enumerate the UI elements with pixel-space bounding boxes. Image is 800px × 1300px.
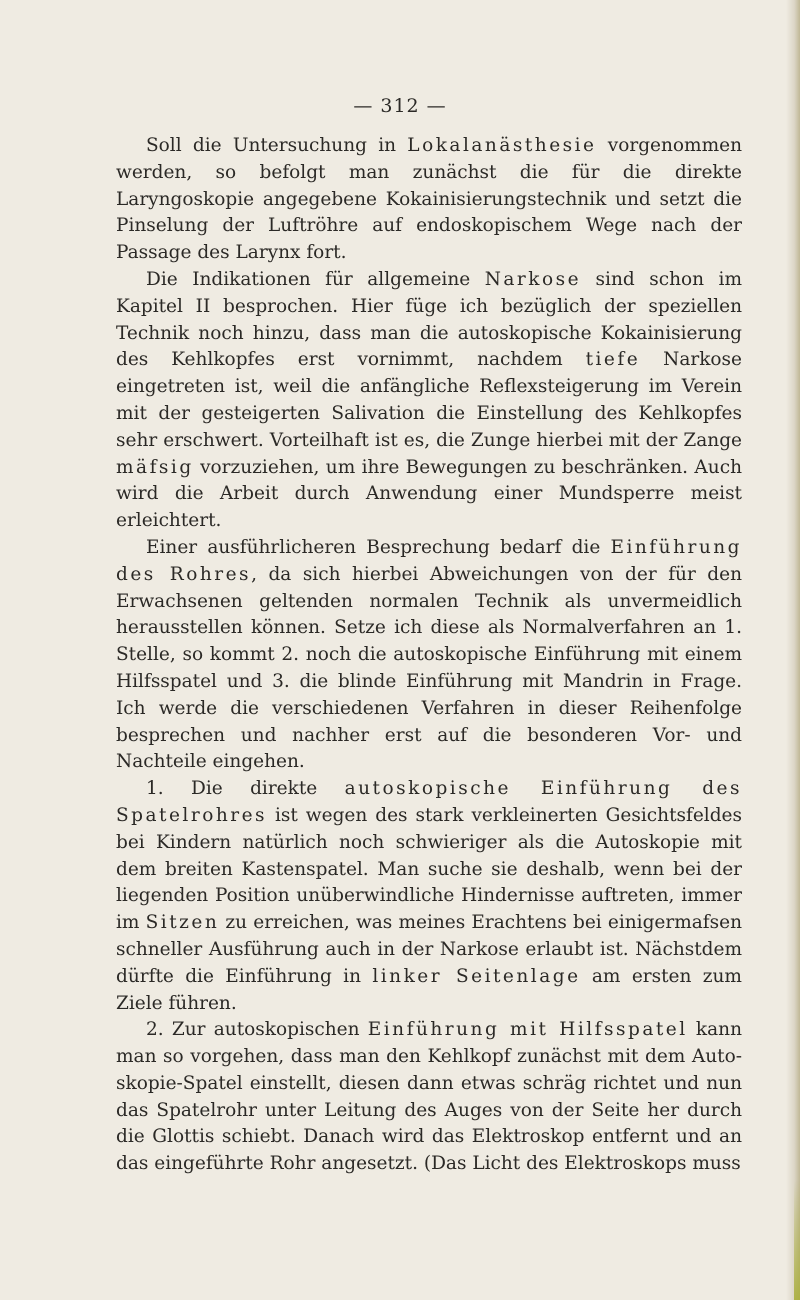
emphasized-text: Sitzen xyxy=(145,912,220,934)
text-run: 2. Zur autoskopischen xyxy=(146,1019,368,1041)
paragraph-einfuehrung-des-rohres xyxy=(116,535,742,776)
text-run: zu erreichen, was meines Erachtens bei einigermafsen schneller Ausführung auch in der Narkose erlaubt ist. Nächstdem dürfte die Einführung in xyxy=(116,912,742,987)
emphasized-text: autoskopische Einführung des Spatelrohres xyxy=(116,778,742,826)
emphasized-text: Narkose xyxy=(484,268,582,290)
text-run: Narkose eingetreten ist, weil die anfängliche Reflexsteigerung im Verein mit der gesteigerten Salivation die Einstellung des Kehlkopfes sehr erschwert. Vorteilhaft ist es, die Zunge hierbei mit der Zange xyxy=(116,349,742,451)
text-run: sind schon im Kapitel II besprochen. Hier füge ich bezüglich der speziellen Technik noch hinzu, dass man die autoskopische Kokainisierung des Kehlkopfes erst vornimmt, nachdem xyxy=(116,268,742,371)
emphasized-text: tiefe xyxy=(585,349,641,371)
emphasized-text: linker Seitenlage xyxy=(372,965,581,987)
text-run: am ersten zum Ziele führen. xyxy=(116,965,742,1014)
text-run: kann man so vorgehen, dass man den Kehlkopf zunächst mit dem Autoskopie-Spatel einstellt, diesen dann etwas schräg richtet und nun das Spatelrohr unter Leitung des Auges von der Seite her durch die Glottis schiebt. Danach wird das Elektroskop entfernt und an das eingeführte Rohr angesetzt. (Das Licht des Elektroskops muss xyxy=(116,1019,742,1175)
page-edge-stain xyxy=(794,1180,800,1300)
paragraph-narkose xyxy=(116,267,742,535)
paragraph-hilfsspatel xyxy=(116,1017,742,1178)
text-run: Einer ausführlicheren Besprechung bedarf die xyxy=(146,536,611,558)
page-edge-shadow xyxy=(786,0,800,1300)
page-number: — 312 — xyxy=(353,95,447,117)
text-run: 1. Die direkte xyxy=(146,778,345,800)
body-text xyxy=(116,133,742,1178)
emphasized-text: Lokalanästhesie xyxy=(407,135,597,156)
text-run: Die Indikationen für allgemeine xyxy=(146,268,485,290)
text-run: ist wegen des stark verkleinerten Gesichtsfeldes bei Kindern natürlich noch schwieriger als die Autoskopie mit dem breiten Kastenspatel. Man suche sie deshalb, wenn bei der liegenden Position unüberwindliche Hindernisse auftreten, immer im xyxy=(116,804,742,934)
paragraph-autoskopische-einfuehrung xyxy=(116,776,742,1017)
text-run: vorzuziehen, um ihre Bewegungen zu beschränken. Auch wird die Arbeit durch Anwendung einer Mundsperre meist erleichtert. xyxy=(116,456,742,532)
paragraph-lokalanaesthesie xyxy=(116,133,742,267)
text-run: , da sich hierbei Abweichungen von der für den Erwachsenen geltenden normalen Technik als unvermeidlich herausstellen können. Setze ich diese als Normalverfahren an 1. Stelle, so kommt 2. noch die autoskopische Einführung mit einem Hilfsspatel und 3. die blinde Einführung mit Mandrin in Frage. Ich werde die verschiedenen Verfahren in dieser Reihenfolge besprechen und nachher erst auf die besonderen Vor- und Nachteile eingehen. xyxy=(116,563,742,773)
emphasized-text: Einführung mit Hilfsspatel xyxy=(367,1019,688,1041)
emphasized-text: Einführung des Rohres xyxy=(116,536,742,585)
text-run: vorgenommen werden, so befolgt man zunächst die für die direkte Laryngoskopie angegebene Kokainisierungstechnik und setzt die Pinselung der Luftröhre auf endoskopischem Wege nach der Passage des Larynx fort. xyxy=(116,135,742,264)
emphasized-text: mäfsig xyxy=(116,456,194,478)
text-run: Soll die Untersuchung in xyxy=(146,135,408,156)
